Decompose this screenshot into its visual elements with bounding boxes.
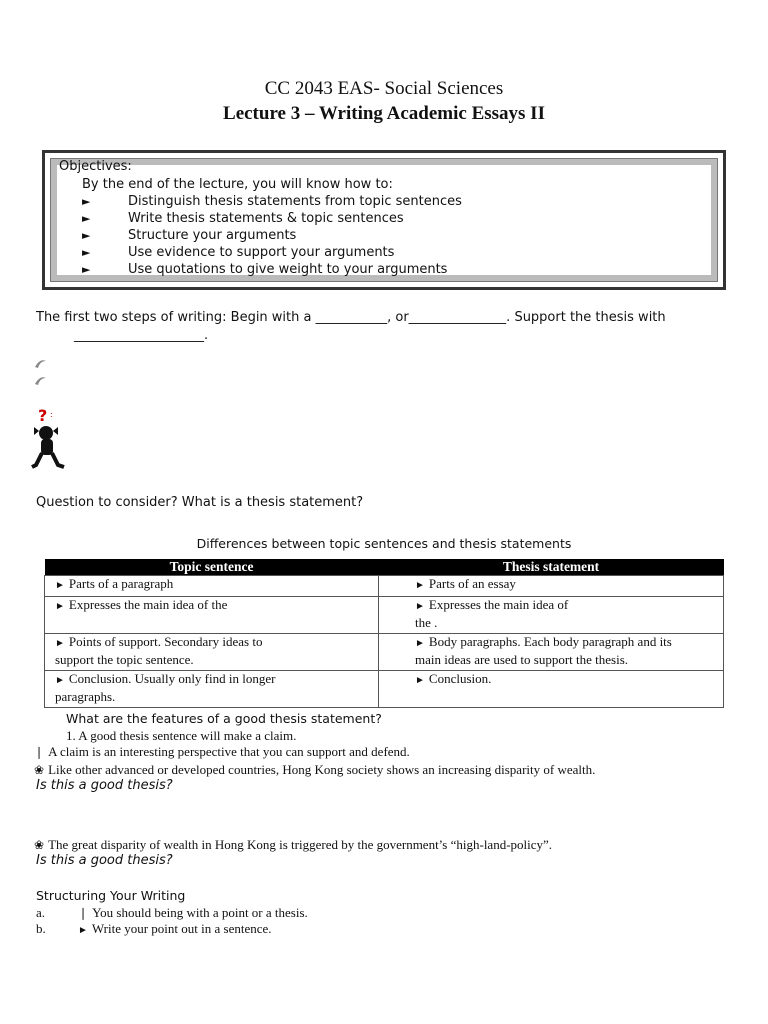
steps-line-1: The first two steps of writing: Begin with a ___________, or_______________. Support the thesis with <box>36 310 666 325</box>
claim-definition: ❘ A claim is an interesting perspective that you can support and defend. <box>34 744 410 759</box>
table-row <box>45 576 724 597</box>
bullet-icon: ► <box>415 675 425 686</box>
table-cell: ► Parts of an essay <box>379 576 724 597</box>
confused-figure-icon <box>30 405 74 471</box>
table-cell: ► Parts of a paragraph <box>45 576 379 597</box>
objective-item: ► Write thesis statements & topic sentences <box>82 211 404 226</box>
table-cell: ► Expresses the main idea of the . <box>379 597 724 634</box>
structuring-item: b. ► Write your point out in a sentence. <box>36 921 272 936</box>
objectives-intro: By the end of the lecture, you will know how to: <box>82 177 393 192</box>
bullet-icon: ► <box>82 229 91 242</box>
ask-good-thesis-1: Is this a good thesis? <box>36 778 173 793</box>
objectives-box <box>42 150 726 290</box>
table-caption: Differences between topic sentences and thesis statements <box>196 536 572 551</box>
objective-item: ► Use quotations to give weight to your arguments <box>82 262 448 277</box>
table-row <box>45 597 724 634</box>
bullet-icon: ► <box>82 212 91 225</box>
column-header: Thesis statement <box>379 559 724 576</box>
table-cell: ► Conclusion. <box>379 671 724 708</box>
flourish-bullet-icon: ❀ <box>34 838 45 852</box>
bullet-icon: ► <box>415 580 425 591</box>
objectives-heading: Objectives: <box>59 159 132 174</box>
structuring-item: a. ❘ You should being with a point or a thesis. <box>36 905 308 920</box>
bullet-icon: ► <box>55 580 65 591</box>
flourish-bullet-icon: ❀ <box>34 763 45 777</box>
crescent-bullets-icon <box>32 357 48 389</box>
table-row <box>45 671 724 708</box>
table-cell: ► Points of support. Secondary ideas to support the topic sentence. <box>45 634 379 671</box>
svg-text::: : <box>50 410 53 419</box>
features-point-1: 1. A good thesis sentence will make a claim. <box>66 728 297 743</box>
bullet-icon: ► <box>82 195 91 208</box>
bullet-icon: ► <box>78 925 88 936</box>
steps-line-2: ____________________. <box>74 328 209 343</box>
ask-good-thesis-2: Is this a good thesis? <box>36 853 173 868</box>
lecture-title: Lecture 3 – Writing Academic Essays II <box>223 103 545 124</box>
comparison-table <box>44 559 724 708</box>
table-cell: ► Body paragraphs. Each body paragraph and its main ideas are used to support the thesis. <box>379 634 724 671</box>
bullet-icon: ► <box>55 638 65 649</box>
example-1: ❀ Like other advanced or developed countries, Hong Kong society shows an increasing disparity of wealth. <box>34 762 596 777</box>
bullet-icon: ► <box>415 601 425 612</box>
table-cell: ► Conclusion. Usually only find in longer paragraphs. <box>45 671 379 708</box>
flourish-bullet-icon: ❘ <box>78 906 89 920</box>
svg-text:?: ? <box>38 406 48 425</box>
objective-item: ► Structure your arguments <box>82 228 297 243</box>
bullet-icon: ► <box>55 675 65 686</box>
structuring-heading: Structuring Your Writing <box>36 888 186 903</box>
table-cell: ► Expresses the main idea of the <box>45 597 379 634</box>
column-header: Topic sentence <box>45 559 379 576</box>
bullet-icon: ► <box>415 638 425 649</box>
flourish-bullet-icon: ❘ <box>34 745 45 759</box>
objective-item: ► Distinguish thesis statements from topic sentences <box>82 194 462 209</box>
question-heading: Question to consider? What is a thesis statement? <box>36 495 364 510</box>
objective-item: ► Use evidence to support your arguments <box>82 245 395 260</box>
table-row <box>45 634 724 671</box>
bullet-icon: ► <box>82 263 91 276</box>
course-title: CC 2043 EAS- Social Sciences <box>264 78 504 99</box>
features-heading: What are the features of a good thesis statement? <box>66 711 382 726</box>
example-2: ❀ The great disparity of wealth in Hong Kong is triggered by the government’s “high-land-policy”. <box>34 837 553 852</box>
bullet-icon: ► <box>55 601 65 612</box>
bullet-icon: ► <box>82 246 91 259</box>
